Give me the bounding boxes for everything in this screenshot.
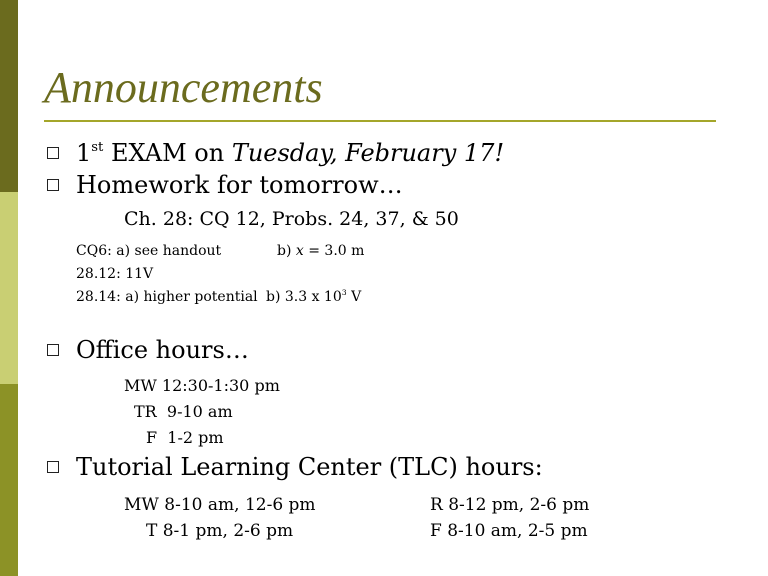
accent-bar-middle — [0, 192, 18, 384]
square-bullet-icon — [47, 461, 59, 473]
square-bullet-icon — [47, 179, 59, 191]
tlc-hours-r: R 8-12 pm, 2-6 pm — [430, 495, 590, 515]
office-hours-f: F 1-2 pm — [146, 428, 224, 447]
accent-bar-top — [0, 0, 18, 192]
answer-28-14-b-prefix: b) 3.3 x 10 — [266, 289, 342, 305]
homework-assignment: Ch. 28: CQ 12, Probs. 24, 37, & 50 — [124, 208, 459, 230]
title-divider — [44, 120, 716, 122]
office-hours-heading: Office hours… — [76, 336, 249, 364]
answer-cq6-a: CQ6: a) see handout — [76, 243, 222, 259]
answer-cq6-b-value: = 3.0 m — [303, 243, 365, 259]
answer-28-12: 28.12: 11V — [76, 266, 154, 282]
answer-cq6-b-prefix: b) — [277, 243, 296, 259]
answer-28-14-a: 28.14: a) higher potential — [76, 289, 258, 305]
accent-bar-bottom — [0, 384, 18, 576]
answer-cq6-b-variable: x — [295, 243, 304, 259]
answer-28-14-b-exponent: 3 — [341, 288, 347, 298]
tlc-hours-t: T 8-1 pm, 2-6 pm — [146, 521, 294, 541]
answer-28-14-b-unit: V — [346, 289, 362, 305]
answer-28-14-b — [266, 288, 361, 306]
exam-announcement — [76, 138, 504, 168]
exam-ordinal: 1 — [76, 139, 92, 167]
square-bullet-icon — [47, 147, 59, 159]
office-hours-mw: MW 12:30-1:30 pm — [124, 376, 280, 395]
tlc-heading: Tutorial Learning Center (TLC) hours: — [76, 453, 543, 481]
exam-ordinal-suffix: st — [91, 140, 104, 156]
homework-heading: Homework for tomorrow… — [76, 171, 403, 199]
square-bullet-icon — [47, 344, 59, 356]
exam-text: EXAM on — [103, 139, 232, 167]
tlc-hours-mw: MW 8-10 am, 12-6 pm — [124, 495, 316, 515]
slide-title: Announcements — [44, 63, 323, 112]
exam-date: Tuesday, February 17! — [231, 139, 505, 167]
office-hours-tr: TR 9-10 am — [134, 402, 233, 421]
answer-cq6-b — [277, 242, 364, 260]
tlc-hours-f: F 8-10 am, 2-5 pm — [430, 521, 588, 541]
